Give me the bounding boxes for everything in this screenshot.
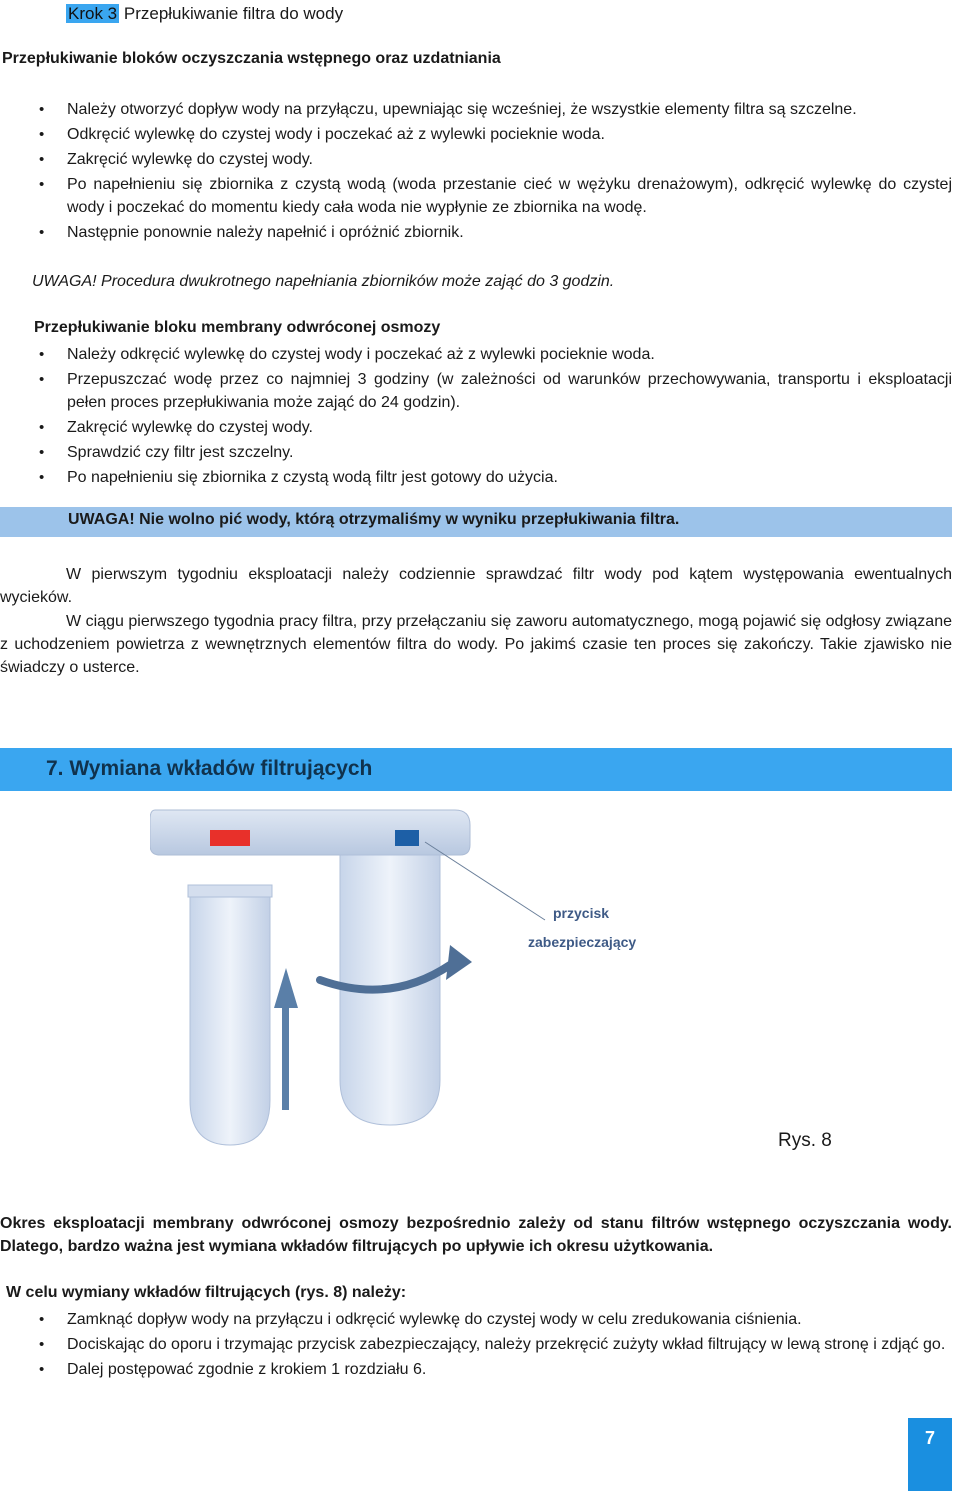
okres-paragraph: Okres eksploatacji membrany odwróconej osmozy bezpośrednio zależy od stanu filtrów wstępnego oczyszczania wody. Dlatego, bardzo ważna jest wymiana wkładów filtrujących po upływie ich okresu użytkowania. [0,1215,952,1255]
wcelu-list [37,1308,952,1383]
warning-text: UWAGA! Nie wolno pić wody, którą otrzymaliśmy w wyniku przepłukiwania filtra. [68,511,680,528]
list-item: • Zamknąć dopływ wody na przyłączu i odkręcić wylewkę do czystej wody w celu zredukowania ciśnienia. [37,1308,952,1331]
list-item: • Dalej postępować zgodnie z krokiem 1 rozdziału 6. [37,1358,952,1381]
list-item: • Sprawdzić czy filtr jest szczelny. [37,441,952,464]
figure-label-line1: przycisk [553,905,610,921]
list-item: • Zakręcić wylewkę do czystej wody. [37,148,952,171]
section2-list [37,343,952,491]
list-item: • Po napełnieniu się zbiornika z czystą wodą (woda przestanie cieć w wężyku drenażowym), odkręcić wylewkę do czystej wody i poczekać do momentu kiedy cała woda nie wypłynie ze zbiornika na wodę. [37,173,952,219]
section1-list [37,98,952,246]
warning-bar [0,507,952,537]
section-title: 7. Wymiana wkładów filtrujących [46,757,373,780]
list-item: • Należy odkręcić wylewkę do czystej wody i poczekać aż z wylewki pocieknie woda. [37,343,952,366]
blue-button [395,830,419,846]
paragraph: W ciągu pierwszego tygodnia pracy filtra, przy przełączaniu się zaworu automatycznego, mogą pojawić się odgłosy związane z uchodzeniem powietrza z wewnętrznych elementów filtra do wody. Po jakimś czasie ten proces się zakończy. Takie zjawisko nie świadczy o usterce. [0,613,952,676]
red-button [210,830,250,846]
step-title: Przepłukiwanie filtra do wody [119,4,344,23]
list-item: • Odkręcić wylewkę do czystej wody i poczekać aż z wylewki pocieknie woda. [37,123,952,146]
section-title-bar [0,748,952,791]
section1-heading: Przepłukiwanie bloków oczyszczania wstępnego oraz uzdatniania [2,50,501,67]
list-item: • Dociskając do oporu i trzymając przycisk zabezpieczający, należy przekręcić zużyty wkład filtrujący w lewą stronę i zdjąć go. [37,1333,952,1356]
section2-heading: Przepłukiwanie bloku membrany odwróconej osmozy [34,319,441,336]
up-arrow-icon [274,968,298,1110]
list-item: • Po napełnieniu się zbiornika z czystą wodą filtr jest gotowy do użycia. [37,466,952,489]
figure-label-line2: zabezpieczający [528,934,637,950]
step-heading [66,2,343,26]
page-number-box [908,1418,952,1491]
figure-caption: Rys. 8 [778,1130,832,1151]
page-number: 7 [924,1428,935,1448]
paragraph: W pierwszym tygodniu eksploatacji należy codziennie sprawdzać filtr wody pod kątem występowania ewentualnych wycieków. [0,566,952,606]
list-item: • Przepuszczać wodę przez co najmniej 3 godziny (w zależności od warunków przechowywania, transportu i eksploatacji pełen proces przepłukiwania może zająć do 24 godzin). [37,368,952,414]
step-number: Krok 3 [68,4,118,23]
list-item: • Należy otworzyć dopływ wody na przyłączu, upewniając się wcześniej, że wszystkie elementy filtra są szczelne. [37,98,952,121]
filter-figure [150,800,650,1150]
list-item: • Zakręcić wylewkę do czystej wody. [37,416,952,439]
section1-warning: UWAGA! Procedura dwukrotnego napełniania zbiorników może zająć do 3 godzin. [32,273,615,290]
list-item: • Następnie ponownie należy napełnić i opróżnić zbiornik. [37,221,952,244]
wcelu-heading: W celu wymiany wkładów filtrujących (rys. 8) należy: [6,1284,407,1301]
